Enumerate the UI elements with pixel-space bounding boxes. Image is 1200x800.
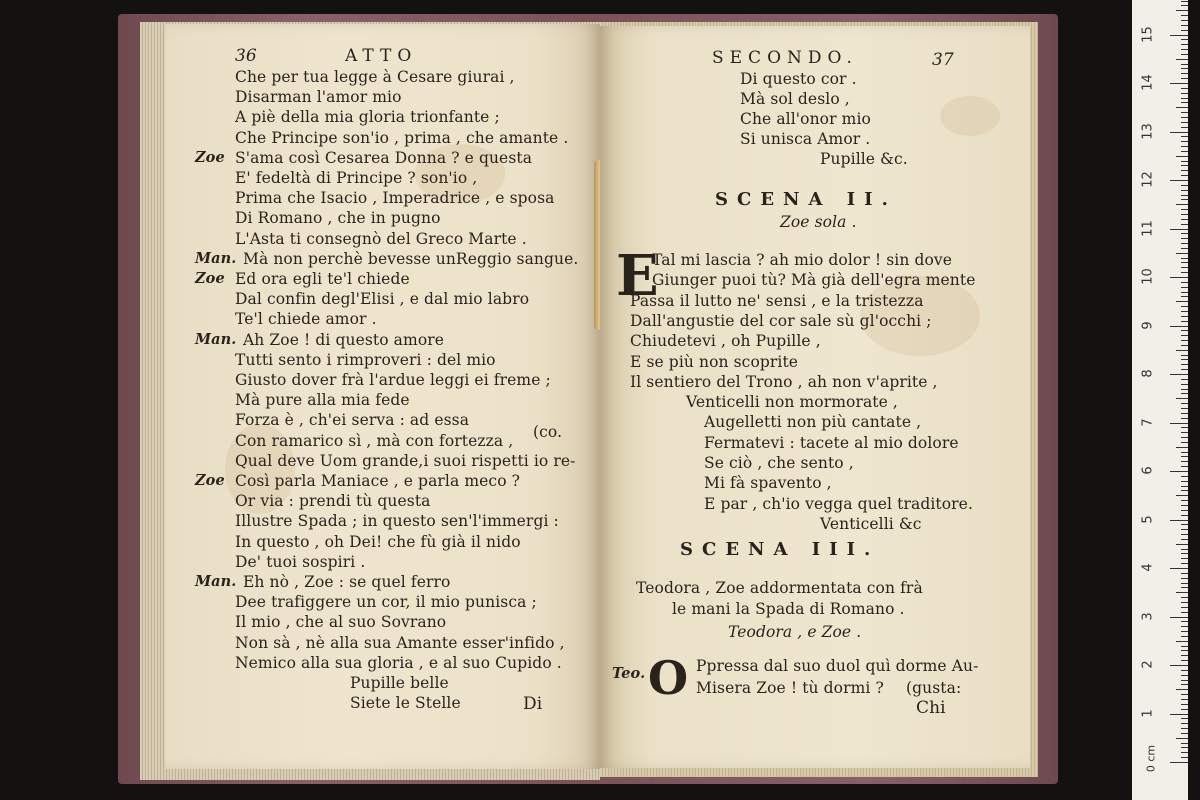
verse-line: A piè della mia gloria trionfante ; bbox=[235, 108, 500, 127]
ruler-tick bbox=[1181, 248, 1188, 249]
ruler-tick bbox=[1176, 641, 1188, 642]
ruler-tick bbox=[1181, 481, 1188, 482]
ruler-tick bbox=[1176, 738, 1188, 739]
right-page bbox=[600, 26, 1030, 768]
verse-line: Che all'onor mio bbox=[740, 110, 871, 128]
ruler-tick bbox=[1181, 505, 1188, 506]
ruler-tick bbox=[1181, 175, 1188, 176]
verse-line: Prima che Isacio , Imperadrice , e sposa bbox=[235, 189, 555, 208]
ruler-tick bbox=[1181, 524, 1188, 525]
ruler-tick bbox=[1181, 510, 1188, 511]
ruler-number: 6 bbox=[1140, 466, 1156, 475]
ruler-tick bbox=[1181, 1, 1188, 2]
ruler-tick bbox=[1181, 389, 1188, 390]
ruler-tick bbox=[1176, 253, 1188, 254]
ruler-tick bbox=[1181, 316, 1188, 317]
ruler-tick bbox=[1181, 413, 1188, 414]
ruler-tick bbox=[1181, 466, 1188, 467]
ruler-tick bbox=[1181, 583, 1188, 584]
verse-line: Pupille &c. bbox=[820, 150, 908, 168]
ruler-tick bbox=[1181, 93, 1188, 94]
stage-direction: le mani la Spada di Romano . bbox=[672, 600, 905, 618]
verse-line: L'Asta ti consegnò del Greco Marte . bbox=[235, 229, 527, 248]
verse-line: Ed ora egli te'l chiede bbox=[235, 270, 410, 288]
ruler-tick bbox=[1181, 170, 1188, 171]
measurement-ruler bbox=[1132, 0, 1188, 800]
verse-line: Con ramarico sì , mà con fortezza , bbox=[235, 431, 514, 450]
ruler-tick bbox=[1181, 369, 1188, 370]
ruler-tick bbox=[1181, 636, 1188, 637]
verse-line: Passa il lutto ne' sensi , e la tristezza bbox=[630, 291, 924, 310]
ruler-tick bbox=[1181, 563, 1188, 564]
verse-line: Qual deve Uom grande,i suoi rispetti io re- bbox=[235, 451, 576, 470]
ruler-number: 5 bbox=[1140, 514, 1156, 524]
ruler-tick bbox=[1176, 350, 1188, 351]
ruler-tick bbox=[1181, 757, 1188, 758]
ruler-tick bbox=[1181, 190, 1188, 191]
verse-line: Mi fà spavento , bbox=[704, 474, 832, 493]
drop-cap: E bbox=[616, 243, 659, 309]
ruler-number: 11 bbox=[1140, 219, 1156, 237]
ruler-tick bbox=[1181, 15, 1188, 16]
ruler-tick bbox=[1170, 665, 1188, 666]
verse-line: Disarman l'amor mio bbox=[235, 88, 402, 107]
verse-line: Mà sol deslo , bbox=[740, 90, 850, 108]
verse-line: Nemico alla sua gloria , e al suo Cupido . bbox=[235, 653, 562, 672]
ruler-tick bbox=[1181, 650, 1188, 651]
speaker-label: Man. bbox=[195, 249, 237, 267]
verse-line: Giunger puoi tù? Mà già dell'egra mente bbox=[652, 271, 976, 290]
ruler-tick bbox=[1181, 461, 1188, 462]
ruler-tick bbox=[1181, 267, 1188, 268]
ruler-tick bbox=[1181, 311, 1188, 312]
ruler-tick bbox=[1170, 326, 1188, 327]
ruler-tick bbox=[1181, 699, 1188, 700]
ruler-tick bbox=[1181, 78, 1188, 79]
ruler-tick bbox=[1181, 20, 1188, 21]
ruler-number: 13 bbox=[1140, 122, 1156, 140]
ruler-tick bbox=[1181, 321, 1188, 322]
ruler-tick bbox=[1181, 500, 1188, 501]
ruler-tick bbox=[1170, 568, 1188, 569]
verse-line: Te'l chiede amor . bbox=[235, 310, 377, 329]
ruler-tick bbox=[1181, 364, 1188, 365]
ruler-tick bbox=[1181, 621, 1188, 622]
ruler-tick bbox=[1170, 374, 1188, 375]
turnover-text: (co. bbox=[533, 423, 563, 441]
ruler-tick bbox=[1176, 107, 1188, 108]
ruler-tick bbox=[1176, 689, 1188, 690]
ruler-tick bbox=[1181, 214, 1188, 215]
verse-line: Tal mi lascia ? ah mio dolor ! sin dove bbox=[652, 251, 953, 269]
ruler-tick bbox=[1181, 718, 1188, 719]
verse-line: Il mio , che al suo Sovrano bbox=[235, 613, 447, 632]
ruler-tick bbox=[1181, 393, 1188, 394]
ruler-tick bbox=[1176, 59, 1188, 60]
running-head: SECONDO. bbox=[712, 48, 858, 68]
ruler-number: 9 bbox=[1140, 320, 1156, 330]
ruler-tick bbox=[1181, 68, 1188, 69]
catchword: Chi bbox=[916, 698, 946, 718]
verse-line: Il sentiero del Trono , ah non v'aprite , bbox=[630, 372, 938, 391]
ruler-tick bbox=[1181, 292, 1188, 293]
ruler-tick bbox=[1181, 233, 1188, 234]
ruler-tick bbox=[1181, 141, 1188, 142]
ruler-tick bbox=[1181, 379, 1188, 380]
verse-line: Augelletti non più cantate , bbox=[704, 413, 922, 432]
page-number: 37 bbox=[932, 50, 954, 70]
ruler-tick bbox=[1176, 156, 1188, 157]
ruler-tick bbox=[1170, 423, 1188, 424]
ruler-tick bbox=[1181, 456, 1188, 457]
ruler-tick bbox=[1181, 98, 1188, 99]
ruler-tick bbox=[1170, 132, 1188, 133]
ruler-tick bbox=[1181, 296, 1188, 297]
ruler-tick bbox=[1181, 306, 1188, 307]
ruler-tick bbox=[1176, 10, 1188, 11]
running-head: ATTO bbox=[345, 46, 418, 66]
speaker-label: Teo. bbox=[612, 665, 646, 682]
ruler-tick bbox=[1181, 728, 1188, 729]
ruler-tick bbox=[1181, 529, 1188, 530]
ruler-tick bbox=[1181, 287, 1188, 288]
ruler-number: 3 bbox=[1140, 611, 1156, 621]
ruler-tick bbox=[1181, 282, 1188, 283]
ruler-tick bbox=[1170, 35, 1188, 36]
ruler-number: 2 bbox=[1140, 660, 1156, 669]
drop-cap: O bbox=[648, 651, 689, 705]
ruler-tick bbox=[1181, 655, 1188, 656]
ruler-tick bbox=[1170, 617, 1188, 618]
ruler-tick bbox=[1181, 165, 1188, 166]
verse-line: Che per tua legge à Cesare giurai , bbox=[235, 68, 515, 86]
verse-line: In questo , oh Dei! che fù già il nido bbox=[235, 532, 521, 551]
ruler-tick bbox=[1181, 597, 1188, 598]
ruler-tick bbox=[1170, 180, 1188, 181]
ruler-tick bbox=[1181, 335, 1188, 336]
verse-line: Eh nò , Zoe : se quel ferro bbox=[243, 573, 451, 591]
verse-line: Dall'angustie del cor sale sù gl'occhi ; bbox=[630, 311, 932, 330]
ruler-tick bbox=[1176, 495, 1188, 496]
ruler-tick bbox=[1181, 49, 1188, 50]
verse-line: Dee trafiggere un cor, il mio punisca ; bbox=[235, 593, 537, 612]
verse-line: Fermatevi : tacete al mio dolore bbox=[704, 433, 959, 452]
foxing-stain bbox=[940, 96, 1000, 136]
stage-direction: Teodora , Zoe addormentata con frà bbox=[636, 579, 923, 597]
ruler-tick bbox=[1181, 437, 1188, 438]
ruler-tick bbox=[1176, 592, 1188, 593]
ruler-tick bbox=[1181, 112, 1188, 113]
ruler-tick bbox=[1181, 670, 1188, 671]
ruler-tick bbox=[1181, 646, 1188, 647]
ruler-tick bbox=[1181, 5, 1188, 6]
ruler-tick bbox=[1181, 25, 1188, 26]
ruler-tick bbox=[1181, 359, 1188, 360]
ruler-tick bbox=[1181, 384, 1188, 385]
ruler-tick bbox=[1181, 199, 1188, 200]
ruler-number: 10 bbox=[1140, 268, 1156, 285]
ruler-tick bbox=[1181, 515, 1188, 516]
ruler-tick bbox=[1181, 573, 1188, 574]
verse-line: Se ciò , che sento , bbox=[704, 454, 854, 472]
turnover-text: (gusta: bbox=[906, 679, 962, 697]
ruler-tick bbox=[1181, 73, 1188, 74]
ruler-tick bbox=[1181, 258, 1188, 259]
ruler-tick bbox=[1181, 102, 1188, 103]
verse-line: Chiudetevi , oh Pupille , bbox=[630, 332, 821, 351]
verse-line: Or via : prendi tù questa bbox=[235, 492, 431, 511]
ruler-tick bbox=[1181, 709, 1188, 710]
ruler-tick bbox=[1176, 544, 1188, 545]
ruler-tick bbox=[1181, 476, 1188, 477]
verse-line: Venticelli non mormorate , bbox=[686, 393, 898, 412]
verse-line: Pupille belle bbox=[350, 674, 449, 692]
ruler-tick bbox=[1181, 602, 1188, 603]
verse-line: S'ama così Cesarea Donna ? e questa bbox=[235, 148, 533, 167]
ruler-tick bbox=[1181, 117, 1188, 118]
verse-line: E se più non scoprite bbox=[630, 352, 799, 371]
page-number: 36 bbox=[235, 46, 257, 66]
verse-line: Siete le Stelle bbox=[350, 694, 461, 713]
verse-line: E par , ch'io vegga quel traditore. bbox=[704, 494, 973, 513]
verse-line: Che Principe son'io , prima , che amante . bbox=[235, 128, 569, 147]
verse-line: Mà non perchè bevesse unReggio sangue. bbox=[243, 249, 579, 268]
ruler-tick bbox=[1170, 714, 1188, 715]
ruler-tick bbox=[1181, 558, 1188, 559]
ruler-tick bbox=[1181, 64, 1188, 65]
ruler-tick bbox=[1181, 355, 1188, 356]
ruler-tick bbox=[1170, 277, 1188, 278]
speaker-label: Man. bbox=[195, 573, 237, 590]
ruler-tick bbox=[1170, 520, 1188, 521]
ruler-tick bbox=[1170, 762, 1188, 763]
ruler-tick bbox=[1181, 684, 1188, 685]
verse-line: Ah Zoe ! di questo amore bbox=[243, 330, 445, 349]
verse-line: Ppressa dal suo duol quì dorme Au- bbox=[696, 657, 979, 675]
ruler-tick bbox=[1181, 44, 1188, 45]
ruler-tick bbox=[1181, 747, 1188, 748]
speaker-label: Zoe bbox=[195, 148, 225, 166]
ruler-tick bbox=[1181, 587, 1188, 588]
ruler-tick bbox=[1181, 631, 1188, 632]
verse-line: Non sà , nè alla sua Amante esser'infido , bbox=[235, 633, 565, 652]
ruler-tick bbox=[1170, 229, 1188, 230]
ruler-tick bbox=[1181, 733, 1188, 734]
ruler-tick bbox=[1181, 723, 1188, 724]
ruler-tick bbox=[1181, 243, 1188, 244]
verse-line: Così parla Maniace , e parla meco ? bbox=[235, 472, 521, 490]
ruler-tick bbox=[1181, 442, 1188, 443]
ruler-tick bbox=[1181, 452, 1188, 453]
ruler-number: 8 bbox=[1140, 369, 1156, 378]
ruler-number: 12 bbox=[1140, 171, 1156, 188]
catchword: Di bbox=[523, 694, 543, 714]
ruler-tick bbox=[1181, 122, 1188, 123]
ruler-tick bbox=[1181, 54, 1188, 55]
ruler-number: 14 bbox=[1140, 74, 1156, 91]
scene-3-title: SCENA III. bbox=[680, 539, 880, 560]
ruler-tick bbox=[1181, 136, 1188, 137]
ruler-tick bbox=[1181, 752, 1188, 753]
ruler-tick bbox=[1181, 408, 1188, 409]
ruler-number: 15 bbox=[1140, 25, 1156, 43]
ruler-tick bbox=[1181, 534, 1188, 535]
ruler-number: 4 bbox=[1140, 563, 1156, 572]
speaker-label: Man. bbox=[195, 330, 237, 348]
ruler-tick bbox=[1181, 612, 1188, 613]
cast-line: Teodora , e Zoe . bbox=[728, 623, 862, 641]
ruler-tick bbox=[1176, 301, 1188, 302]
verse-line: Si unisca Amor . bbox=[740, 130, 871, 148]
ruler-tick bbox=[1181, 403, 1188, 404]
verse-line: De' tuoi sospiri . bbox=[235, 552, 366, 571]
ruler-tick bbox=[1176, 447, 1188, 448]
verse-line: Misera Zoe ! tù dormi ? bbox=[696, 679, 884, 697]
ruler-tick bbox=[1181, 161, 1188, 162]
ruler-tick bbox=[1181, 626, 1188, 627]
scene-2-subtitle: Zoe sola . bbox=[780, 213, 857, 231]
ruler-tick bbox=[1181, 340, 1188, 341]
scene-2-title: SCENA II. bbox=[715, 189, 897, 210]
ruler-tick bbox=[1181, 578, 1188, 579]
ruler-tick bbox=[1181, 224, 1188, 225]
ruler-tick bbox=[1176, 204, 1188, 205]
ruler-tick bbox=[1181, 704, 1188, 705]
ruler-tick bbox=[1181, 185, 1188, 186]
ruler-tick bbox=[1170, 83, 1188, 84]
ruler-tick bbox=[1181, 418, 1188, 419]
ruler-tick bbox=[1170, 471, 1188, 472]
ruler-tick bbox=[1181, 195, 1188, 196]
ruler-tick bbox=[1181, 146, 1188, 147]
ruler-tick bbox=[1181, 432, 1188, 433]
ruler-tick bbox=[1181, 553, 1188, 554]
ruler-tick bbox=[1181, 743, 1188, 744]
ruler-tick bbox=[1181, 219, 1188, 220]
verse-line: Forza è , ch'ei serva : ad essa bbox=[235, 411, 470, 430]
ruler-tick bbox=[1181, 607, 1188, 608]
ruler-tick bbox=[1181, 490, 1188, 491]
ruler-tick bbox=[1176, 398, 1188, 399]
ruler-unit-label: 0 cm bbox=[1144, 744, 1158, 773]
verse-line: Di Romano , che in pugno bbox=[235, 209, 441, 228]
ruler-tick bbox=[1181, 694, 1188, 695]
speaker-label: Zoe bbox=[195, 472, 225, 489]
ruler-tick bbox=[1181, 209, 1188, 210]
verse-line: Venticelli &c bbox=[820, 514, 922, 533]
ruler-tick bbox=[1181, 151, 1188, 152]
ruler-number: 1 bbox=[1140, 708, 1156, 718]
left-page bbox=[165, 24, 600, 769]
ruler-tick bbox=[1181, 330, 1188, 331]
ruler-tick bbox=[1181, 39, 1188, 40]
ruler-tick bbox=[1181, 262, 1188, 263]
verse-line: Di questo cor . bbox=[740, 70, 857, 88]
verse-line: Illustre Spada ; in questo sen'l'immergi : bbox=[235, 512, 559, 531]
ruler-tick bbox=[1181, 345, 1188, 346]
ruler-number: 7 bbox=[1140, 417, 1156, 427]
ruler-tick bbox=[1181, 675, 1188, 676]
ruler-tick bbox=[1181, 427, 1188, 428]
verse-line: Dal confin degl'Elisi , e dal mio labro bbox=[235, 290, 530, 309]
ruler-tick bbox=[1181, 660, 1188, 661]
ruler-tick bbox=[1181, 680, 1188, 681]
ruler-tick bbox=[1181, 549, 1188, 550]
ruler-tick bbox=[1181, 30, 1188, 31]
verse-line: E' fedeltà di Principe ? son'io , bbox=[235, 169, 478, 187]
ruler-tick bbox=[1181, 88, 1188, 89]
ruler-tick bbox=[1181, 486, 1188, 487]
ruler-tick bbox=[1181, 127, 1188, 128]
ruler-tick bbox=[1181, 238, 1188, 239]
ruler-tick bbox=[1181, 539, 1188, 540]
verse-line: Giusto dover frà l'ardue leggi ei freme ; bbox=[235, 371, 551, 389]
verse-line: Tutti sento i rimproveri : del mio bbox=[235, 350, 496, 369]
speaker-label: Zoe bbox=[195, 270, 225, 287]
verse-line: Mà pure alla mia fede bbox=[235, 391, 410, 410]
ruler-tick bbox=[1181, 272, 1188, 273]
